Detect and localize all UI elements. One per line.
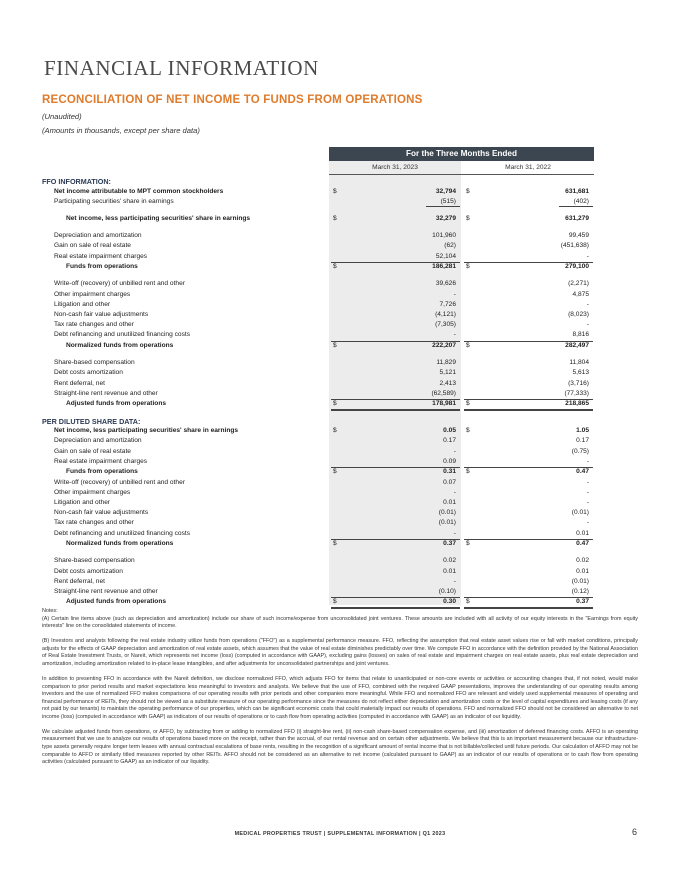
value-2022: 4,875 bbox=[572, 290, 589, 298]
underline-rule bbox=[559, 206, 593, 207]
value-2022: 0.01 bbox=[576, 529, 589, 537]
value-2023: (4,121) bbox=[435, 311, 456, 318]
currency-symbol: $ bbox=[333, 468, 337, 475]
row-label: Non-cash fair value adjustments bbox=[54, 311, 149, 318]
value-2023: - bbox=[453, 577, 456, 585]
table-row bbox=[42, 241, 594, 251]
row-label: Depreciation and amortization bbox=[54, 232, 142, 240]
row-label: Write-off (recovery) of unbilled rent and other bbox=[54, 478, 185, 486]
footer: MEDICAL PROPERTIES TRUST | SUPPLEMENTAL INFORMATION | Q1 2023 bbox=[234, 831, 446, 837]
value-2023: 178,981 bbox=[432, 400, 456, 407]
value-2023: 0.09 bbox=[443, 457, 456, 465]
value-2023: - bbox=[453, 331, 456, 339]
table-row bbox=[42, 330, 594, 340]
value-2023: 5,121 bbox=[439, 369, 456, 377]
value-2023: 32,279 bbox=[435, 215, 456, 222]
row-label: Gain on sale of real estate bbox=[54, 447, 131, 455]
currency-symbol: $ bbox=[333, 400, 337, 407]
table-row bbox=[42, 508, 594, 518]
value-2023: 0.37 bbox=[443, 539, 456, 547]
value-2022: - bbox=[586, 488, 589, 496]
table-row bbox=[42, 478, 594, 488]
table-row bbox=[42, 587, 594, 597]
value-2022: 631,279 bbox=[565, 215, 589, 222]
currency-symbol: $ bbox=[333, 427, 337, 435]
value-2022: 218,865 bbox=[565, 400, 589, 407]
value-2022: (0.75) bbox=[571, 447, 589, 455]
table-row bbox=[42, 379, 594, 389]
row-label: Normalized funds from operations bbox=[66, 341, 174, 349]
currency-symbol: $ bbox=[466, 598, 470, 606]
table-row bbox=[42, 310, 594, 320]
subtotal-rule bbox=[331, 467, 460, 468]
value-2022: - bbox=[586, 519, 589, 527]
row-label: PER DILUTED SHARE DATA: bbox=[42, 416, 141, 426]
table-row bbox=[42, 399, 594, 409]
value-2022: 0.02 bbox=[576, 557, 589, 565]
period-header: For the Three Months Ended bbox=[329, 147, 594, 161]
note-c: In addition to presenting FFO in accordance with the Nareit definition, we disclose normalized FFO, which adjusts FFO for items that relate to unanticipated or non-core events or activities or accounting changes that, if not noted, would make comparison to prior period results and market expectations less meaningful to investors and analysts. We believe that the use of FFO, combined with the required GAAP presentations, improves the understanding of our operating results among investors and the use of normalized FFO makes comparisons of our operating results with prior periods and other companies more meaningful. While FFO and normalized FFO are relevant and widely used supplemental measures of operating and financial performance of REITs, they should not be viewed as a substitute measure of our operating performance since the measures do not reflect either depreciation and amortization costs or the level of capital expenditures and leasing costs (if any not paid by our tenants) to maintain the operating performance of our properties, which can be significant economic costs that could materially impact our results of operations. FFO and normalized FFO should not be considered an alternative to net income (loss) (computed in accordance with GAAP) as indicators of our results of operations or to cash flow from operating activities (computed in accordance with GAAP) as an indicator of our liquidity. bbox=[42, 675, 638, 720]
currency-symbol: $ bbox=[466, 400, 470, 407]
currency-symbol: $ bbox=[333, 341, 337, 349]
value-2022: 0.01 bbox=[576, 567, 589, 575]
row-label: Debt refinancing and unutilized financing costs bbox=[54, 331, 190, 339]
table-row bbox=[42, 279, 594, 289]
value-2023: 52,104 bbox=[435, 252, 456, 260]
value-2022: 0.17 bbox=[576, 437, 589, 445]
row-label: Gain on sale of real estate bbox=[54, 242, 131, 250]
value-2022: - bbox=[586, 499, 589, 506]
value-2022: 0.37 bbox=[576, 598, 589, 606]
table-row bbox=[42, 320, 594, 330]
value-2022: 11,804 bbox=[569, 359, 589, 367]
row-label: Rent deferral, net bbox=[54, 577, 105, 585]
table-row bbox=[42, 262, 594, 272]
value-2023: (515) bbox=[440, 197, 456, 205]
table-row bbox=[42, 447, 594, 457]
currency-symbol: $ bbox=[466, 187, 470, 195]
subtotal-rule bbox=[464, 467, 593, 468]
value-2023: 0.07 bbox=[443, 478, 456, 486]
table-row bbox=[42, 300, 594, 310]
note-d: We calculate adjusted funds from operations, or AFFO, by subtracting from or adding to normalized FFO (i) straight-line rent, (ii) non-cash share-based compensation expense, and (iii) amortization of deferred financing costs. AFFO is an operating measurement that we use to analyze our results of operations based more on the receipt, rather than the accrual, of our rental revenue and on certain other adjustments. We believe that this is an important measurement because our infrastructure-type assets generally require longer term leases with annual contractual escalations of base rents, resulting in the recognition of a significant amount of rental income that is not billable/collected until future periods. Our calculation of AFFO may not be comparable to AFFO or similarly titled measures reported by other REITs. AFFO should not be considered as an alternative to net income (calculated pursuant to GAAP) as an indicator of our results of operations or to cash flow from operating activities (calculated pursuant to GAAP) as an indicator of our liquidity. bbox=[42, 728, 638, 766]
table-row bbox=[42, 518, 594, 528]
currency-symbol: $ bbox=[333, 187, 337, 195]
value-2022: - bbox=[586, 321, 589, 329]
value-2023: - bbox=[453, 290, 456, 298]
value-2022: (0.01) bbox=[571, 577, 589, 585]
value-2023: 2,413 bbox=[439, 379, 456, 387]
table-row bbox=[42, 231, 594, 241]
underline-rule bbox=[426, 206, 460, 207]
value-2022: - bbox=[586, 252, 589, 260]
value-2023: 186,281 bbox=[432, 262, 456, 270]
row-label: Tax rate changes and other bbox=[54, 519, 134, 527]
value-2023: 222,207 bbox=[432, 341, 456, 349]
notes-heading: Notes: bbox=[42, 608, 58, 614]
value-2022: (2,271) bbox=[568, 280, 589, 288]
total-double-rule bbox=[464, 409, 593, 411]
currency-symbol: $ bbox=[333, 598, 337, 606]
currency-symbol: $ bbox=[466, 215, 470, 222]
row-label: Net income, less participating securities' share in earnings bbox=[54, 427, 239, 435]
subtotal-rule bbox=[331, 262, 460, 263]
value-2023: (0.10) bbox=[438, 588, 456, 595]
value-2023: 0.02 bbox=[443, 557, 456, 565]
value-2022: 1.05 bbox=[576, 427, 589, 435]
currency-symbol: $ bbox=[333, 539, 337, 547]
value-2022: (0.01) bbox=[571, 509, 589, 517]
value-2022: (0.12) bbox=[571, 588, 589, 595]
table-row bbox=[42, 389, 594, 399]
row-label: Adjusted funds from operations bbox=[66, 598, 167, 606]
row-label: Non-cash fair value adjustments bbox=[54, 509, 149, 517]
value-2022: - bbox=[586, 457, 589, 465]
row-label: Adjusted funds from operations bbox=[66, 400, 167, 407]
row-label: Net income attributable to MPT common stockholders bbox=[54, 187, 224, 195]
row-label: Litigation and other bbox=[54, 499, 111, 506]
value-2023: 0.17 bbox=[443, 437, 456, 445]
row-label: Net income, less participating securities' share in earnings bbox=[66, 215, 251, 222]
value-2023: 11,829 bbox=[436, 359, 456, 367]
value-2022: (8,023) bbox=[568, 311, 589, 318]
section-heading-row bbox=[42, 417, 594, 427]
value-2023: 7,726 bbox=[439, 300, 456, 308]
row-label: Normalized funds from operations bbox=[66, 539, 174, 547]
value-2022: 99,459 bbox=[568, 232, 589, 240]
value-2023: (0.01) bbox=[438, 509, 456, 517]
currency-symbol: $ bbox=[466, 427, 470, 435]
value-2022: 279,100 bbox=[565, 262, 589, 270]
table-row bbox=[42, 341, 594, 351]
currency-symbol: $ bbox=[466, 539, 470, 547]
value-2023: 0.01 bbox=[443, 567, 456, 575]
row-label: Funds from operations bbox=[66, 468, 138, 475]
currency-symbol: $ bbox=[466, 468, 470, 475]
value-2023: 0.05 bbox=[443, 427, 456, 435]
table-row bbox=[42, 457, 594, 467]
value-2023: 32,794 bbox=[435, 187, 456, 195]
value-2022: 631,681 bbox=[565, 187, 589, 195]
table-row bbox=[42, 577, 594, 587]
column-header-2023: March 31, 2023 bbox=[372, 164, 418, 171]
table-row bbox=[42, 187, 594, 197]
total-double-rule bbox=[331, 409, 460, 411]
value-2022: 8,816 bbox=[572, 331, 589, 339]
row-label: Litigation and other bbox=[54, 300, 111, 308]
currency-symbol: $ bbox=[333, 215, 337, 222]
table-row bbox=[42, 436, 594, 446]
section-title: RECONCILIATION OF NET INCOME TO FUNDS FROM OPERATIONS bbox=[42, 94, 423, 106]
amounts-note: (Amounts in thousands, except per share data) bbox=[42, 126, 200, 135]
notes-section bbox=[42, 608, 638, 774]
row-label: Other impairment charges bbox=[54, 290, 131, 298]
value-2022: (402) bbox=[573, 197, 589, 205]
value-2023: - bbox=[453, 488, 456, 496]
page-title: FINANCIAL INFORMATION bbox=[44, 56, 319, 80]
value-2023: 0.30 bbox=[443, 598, 456, 606]
row-label: Share-based compensation bbox=[54, 359, 135, 367]
subtotal-rule bbox=[464, 262, 593, 263]
value-2023: (0.01) bbox=[438, 519, 456, 527]
value-2023: 39,626 bbox=[435, 280, 456, 288]
subtotal-rule bbox=[331, 341, 460, 342]
note-b: (B) Investors and analysts following the real estate industry utilize funds from operations ("FFO") as a supplemental performance measure. FFO, reflecting the assumption that real estate asset values rise or fall with market conditions, principally adjusts for the effects of GAAP depreciation and amortization of real estate assets, which assumes that the value of real estate diminishes predictably over time. We compute FFO in accordance with the definition provided by the National Association of Real Estate Investment Trusts, or Nareit, which represents net income (loss) (computed in accordance with GAAP), excluding gains (losses) on sales of real estate and impairment charges on real estate assets, plus real estate depreciation and amortization, including amortization related to in-place lease intangibles, and after adjustments for unconsolidated partnerships and joint ventures. bbox=[42, 638, 638, 667]
row-label: Debt costs amortization bbox=[54, 369, 123, 377]
table-row bbox=[42, 597, 594, 607]
value-2022: - bbox=[586, 300, 589, 308]
currency-symbol: $ bbox=[333, 262, 337, 270]
row-label: Real estate impairment charges bbox=[54, 252, 148, 260]
value-2023: 101,960 bbox=[432, 232, 456, 240]
row-label: Debt refinancing and unutilized financing costs bbox=[54, 529, 190, 537]
header-rule bbox=[329, 174, 594, 175]
unaudited-note: (Unaudited) bbox=[42, 112, 82, 121]
value-2023: (7,305) bbox=[435, 321, 456, 329]
subtotal-rule bbox=[464, 597, 593, 598]
value-2022: 5,613 bbox=[572, 369, 589, 377]
table-row bbox=[42, 556, 594, 566]
note-a: (A) Certain line items above (such as depreciation and amortization) include our share of such income/expense from unconsolidated joint ventures. These amounts are included with all activity of our equity interests in the "Earnings from equity interests" line on the consolidated statements of income. bbox=[42, 615, 638, 630]
table-row bbox=[42, 426, 594, 436]
subtotal-rule bbox=[464, 341, 593, 342]
table-row bbox=[42, 358, 594, 368]
row-label: Real estate impairment charges bbox=[54, 457, 148, 465]
table-row bbox=[42, 214, 594, 224]
row-label: Rent deferral, net bbox=[54, 379, 105, 387]
currency-symbol: $ bbox=[466, 341, 470, 349]
value-2023: (62) bbox=[444, 242, 456, 250]
table-row bbox=[42, 539, 594, 549]
row-label: Depreciation and amortization bbox=[54, 437, 142, 445]
value-2022: 0.47 bbox=[576, 539, 589, 547]
column-header-2022: March 31, 2022 bbox=[505, 164, 551, 171]
row-label: Straight-line rent revenue and other bbox=[54, 389, 158, 397]
section-heading-row bbox=[42, 177, 594, 187]
value-2022: 282,497 bbox=[565, 341, 589, 349]
value-2022: (451,638) bbox=[560, 242, 589, 250]
value-2023: - bbox=[453, 529, 456, 537]
subtotal-rule bbox=[464, 539, 593, 540]
subtotal-rule bbox=[331, 399, 460, 400]
row-label: Tax rate changes and other bbox=[54, 321, 134, 329]
subtotal-rule bbox=[464, 399, 593, 400]
table-row bbox=[42, 290, 594, 300]
table-row bbox=[42, 498, 594, 508]
table-row bbox=[42, 197, 594, 207]
value-2023: 0.01 bbox=[443, 499, 456, 506]
value-2022: - bbox=[586, 478, 589, 486]
value-2023: (62,589) bbox=[431, 389, 456, 397]
row-label: Funds from operations bbox=[66, 262, 138, 270]
table-row bbox=[42, 467, 594, 477]
table-row bbox=[42, 368, 594, 378]
value-2022: 0.47 bbox=[576, 468, 589, 475]
row-label: Share-based compensation bbox=[54, 557, 135, 565]
table-row bbox=[42, 488, 594, 498]
page-number: 6 bbox=[632, 827, 638, 837]
table-row bbox=[42, 567, 594, 577]
value-2022: (77,333) bbox=[564, 389, 589, 397]
row-label: Write-off (recovery) of unbilled rent and other bbox=[54, 280, 185, 288]
value-2023: - bbox=[453, 447, 456, 455]
row-label: FFO INFORMATION: bbox=[42, 177, 111, 186]
table-row bbox=[42, 252, 594, 262]
row-label: Other impairment charges bbox=[54, 488, 131, 496]
subtotal-rule bbox=[331, 597, 460, 598]
table-row bbox=[42, 529, 594, 539]
row-label: Straight-line rent revenue and other bbox=[54, 588, 158, 595]
row-label: Debt costs amortization bbox=[54, 567, 123, 575]
row-label: Participating securities' share in earnings bbox=[54, 197, 174, 205]
value-2022: (3,716) bbox=[568, 379, 589, 387]
value-2023: 0.31 bbox=[443, 468, 456, 475]
currency-symbol: $ bbox=[466, 262, 470, 270]
subtotal-rule bbox=[331, 539, 460, 540]
